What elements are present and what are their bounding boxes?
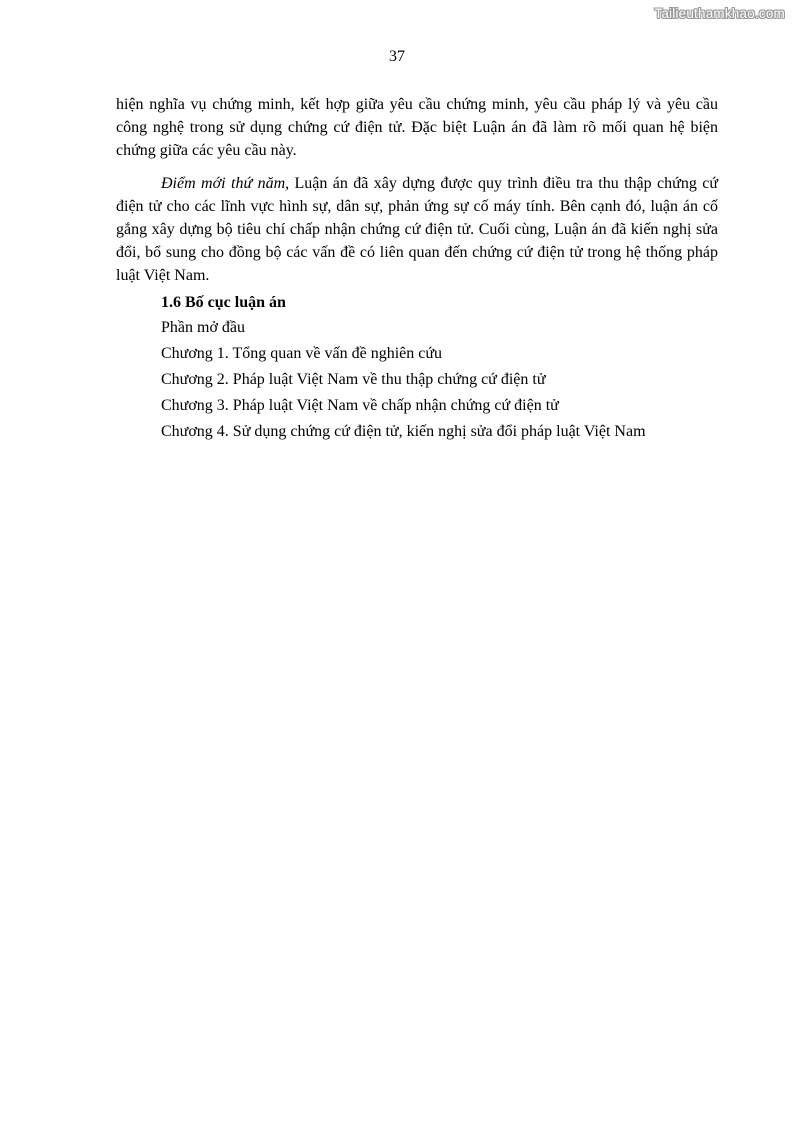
- thesis-outline-list: [116, 315, 718, 445]
- watermark-text: Tailieuthamkhao.com: [654, 6, 785, 21]
- outline-item: Chương 4. Sử dụng chứng cứ điện tử, kiến nghị sửa đổi pháp luật Việt Nam: [161, 423, 646, 440]
- section-heading: 1.6 Bố cục luận án: [161, 294, 286, 311]
- outline-item: Chương 1. Tổng quan về vấn đề nghiên cứu: [161, 345, 443, 362]
- paragraph-lead-italic: Điểm mới thứ năm,: [161, 175, 290, 192]
- outline-item: Chương 2. Pháp luật Việt Nam về thu thập chứng cứ điện tử: [161, 371, 546, 388]
- outline-item: Phần mở đầu: [161, 319, 246, 336]
- page-number: 37: [389, 48, 405, 65]
- outline-item: Chương 3. Pháp luật Việt Nam về chấp nhận chứng cứ điện tử: [161, 397, 559, 414]
- paragraph-fifth-novelty: [116, 172, 718, 287]
- document-body: [116, 93, 718, 445]
- paragraph-body-text: Luận án đã xây dựng được quy trình điều tra thu thập chứng cứ điện tử cho các lĩnh vực hình sự, dân sự, phản ứng sự cố máy tính. Bên cạnh đó, luận án cố gắng xây dựng bộ tiêu chí chấp nhận chứng cứ điện tử. Cuối cùng, Luận án đã kiến nghị sửa đổi, bổ sung cho đồng bộ các vấn đề có liên quan đến chứng cứ điện tử trong hệ thống pháp luật Việt Nam.: [116, 175, 719, 284]
- paragraph-continuation: hiện nghĩa vụ chứng minh, kết hợp giữa yêu cầu chứng minh, yêu cầu pháp lý và yêu cầu công nghệ trong sử dụng chứng cứ điện tử. Đặc biệt Luận án đã làm rõ mối quan hệ biện chứng giữa các yêu cầu này.: [116, 96, 718, 159]
